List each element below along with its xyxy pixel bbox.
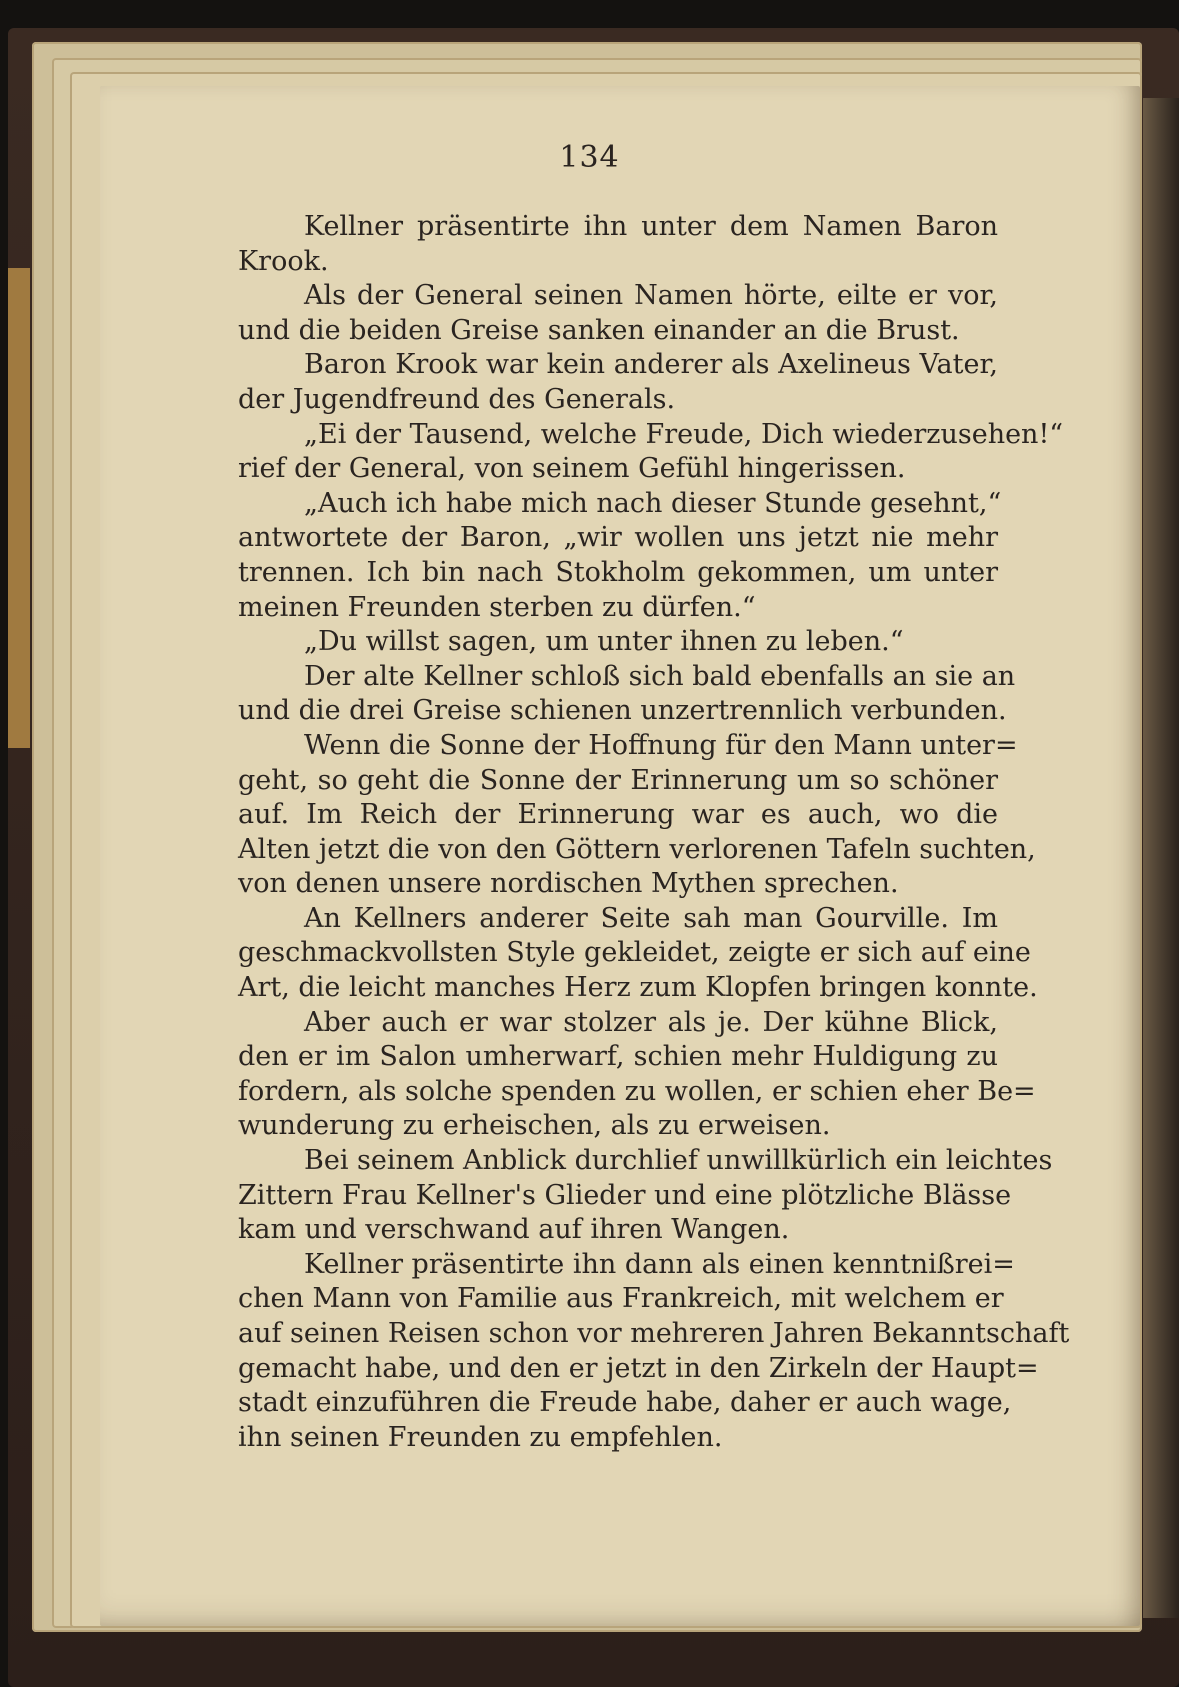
text-line: „Ei der Tausend, welche Freude, Dich wiederzusehen!“ (304, 418, 1064, 450)
text-line: den er im Salon umherwarf, schien mehr Huldigung zu (238, 1041, 998, 1073)
text-line: Der alte Kellner schloß sich bald ebenfalls an sie an (304, 660, 1016, 692)
text-line: gemacht habe, und den er jetzt in den Zirkeln der Haupt= (238, 1352, 1039, 1384)
text-line: Art, die leicht manches Herz zum Klopfen bringen konnte. (238, 972, 1038, 1004)
text-line: der Jugendfreund des Generals. (238, 383, 676, 415)
text-line: ihn seinen Freunden zu empfehlen. (238, 1421, 723, 1453)
text-line: und die beiden Greise sanken einander an die Brust. (238, 314, 960, 346)
cover-edge (8, 268, 30, 748)
text-line: antwortete der Baron, „wir wollen uns jetzt nie mehr (238, 522, 998, 554)
text-line: „Auch ich habe mich nach dieser Stunde gesehnt,“ (304, 487, 1002, 519)
book-spine (1143, 98, 1179, 1618)
page-number: 134 (559, 140, 620, 175)
text-line: meinen Freunden sterben zu dürfen.“ (238, 591, 756, 623)
text-line: Wenn die Sonne der Hoffnung für den Mann unter= (304, 729, 1018, 761)
text-line: Kellner präsentirte ihn dann als einen kenntnißrei= (304, 1248, 1015, 1280)
text-line: An Kellners anderer Seite sah man Gourville. Im (304, 902, 998, 934)
text-line: Krook. (238, 245, 329, 277)
text-line: Zittern Frau Kellner's Glieder und eine plötzliche Blässe (238, 1179, 1012, 1211)
text-line: Baron Krook war kein anderer als Axelineus Vater, (304, 349, 998, 381)
text-line: trennen. Ich bin nach Stokholm gekommen, um unter (238, 556, 998, 588)
text-line: Aber auch er war stolzer als je. Der kühne Blick, (304, 1006, 998, 1038)
body-text (238, 210, 1070, 1455)
text-line: Als der General seinen Namen hörte, eilte er vor, (304, 280, 998, 312)
text-line: chen Mann von Familie aus Frankreich, mit welchem er (238, 1283, 1004, 1315)
text-line: stadt einzuführen die Freude habe, daher er auch wage, (238, 1387, 1012, 1419)
text-line: Kellner präsentirte ihn unter dem Namen Baron (304, 211, 998, 242)
text-line: und die drei Greise schienen unzertrennlich verbunden. (238, 695, 1007, 727)
text-line: Bei seinem Anblick durchlief unwillkürlich ein leichtes (304, 1145, 1053, 1177)
text-line: auf seinen Reisen schon vor mehreren Jahren Bekanntschaft (238, 1318, 1070, 1349)
text-line: Alten jetzt die von den Göttern verlorenen Tafeln suchten, (238, 833, 1036, 865)
text-line: rief der General, von seinem Gefühl hingerissen. (238, 453, 906, 485)
text-line: kam und verschwand auf ihren Wangen. (238, 1214, 790, 1246)
text-line: geht, so geht die Sonne der Erinnerung um so schöner (238, 764, 998, 796)
text-line: geschmackvollsten Style gekleidet, zeigte er sich auf eine (238, 937, 1031, 969)
text-line: „Du willst sagen, um unter ihnen zu leben.“ (304, 626, 904, 658)
text-line: auf. Im Reich der Erinnerung war es auch, wo die (238, 799, 998, 831)
text-line: von denen unsere nordischen Mythen sprechen. (238, 868, 899, 900)
text-line: wunderung zu erheischen, als zu erweisen. (238, 1110, 831, 1142)
text-line: fordern, als solche spenden zu wollen, er schien eher Be= (238, 1075, 1036, 1107)
